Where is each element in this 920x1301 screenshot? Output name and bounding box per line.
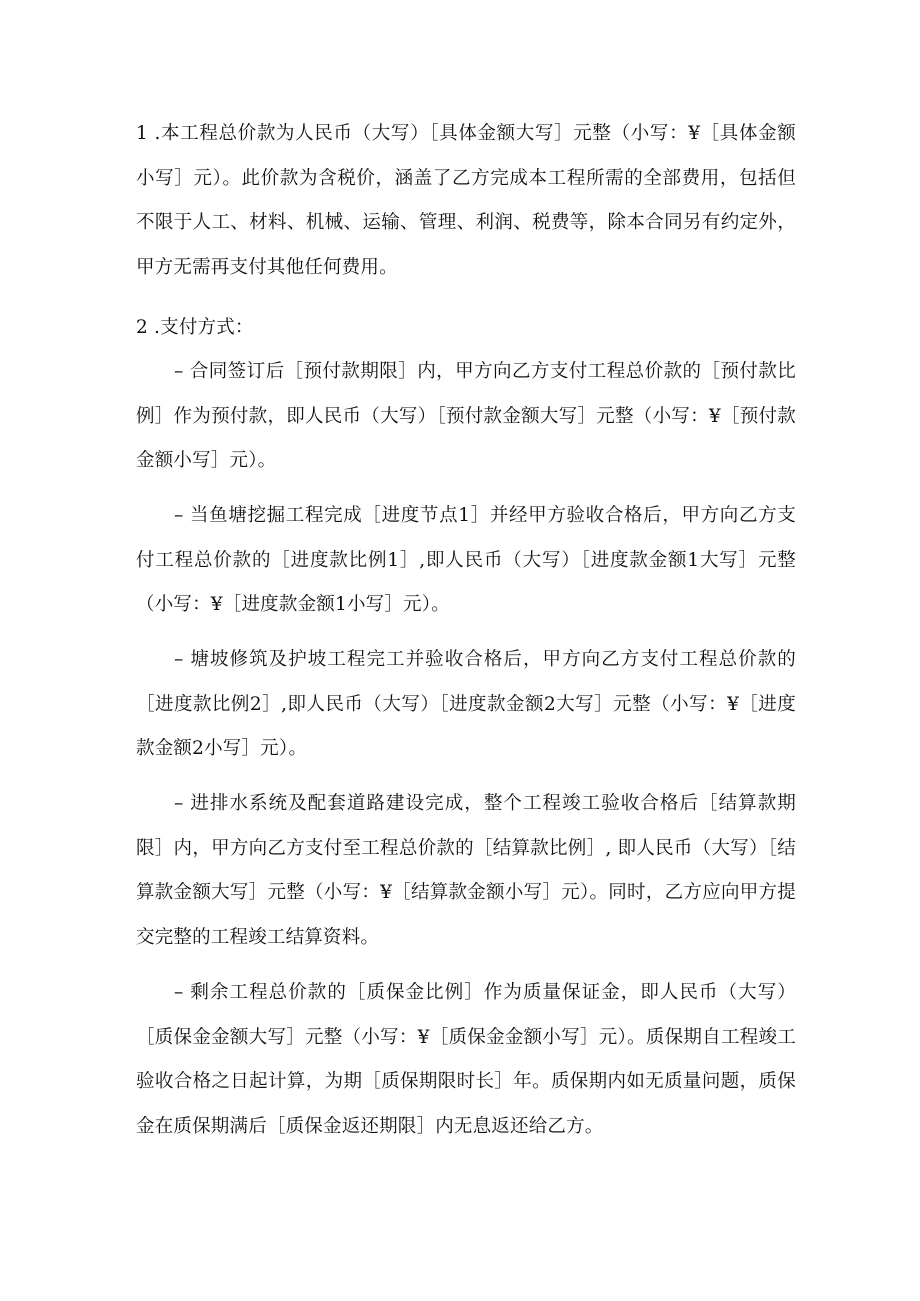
clause-1-total-price: 1 .本工程总价款为人民币（大写）［具体金额大写］元整（小写：¥［具体金额小写］元）。此价款为含税价，涵盖了乙方完成本工程所需的全部费用，包括但不限于人工、材料、机械、运输、管理、利润、税费等，除本合同另有约定外，甲方无需再支付其他任何费用。 xyxy=(136,123,796,278)
payment-item-advance: – 合同签订后［预付款期限］内，甲方向乙方支付工程总价款的［预付款比例］作为预付款，即人民币（大写）［预付款金额大写］元整（小写：¥［预付款金额小写］元）。 xyxy=(136,361,796,471)
payment-item-progress-1: – 当鱼塘挖掘工程完成［进度节点1］并经甲方验收合格后，甲方向乙方支付工程总价款的［进度款比例1］,即人民币（大写）［进度款金额1大写］元整（小写：¥［进度款金额1小写］元）。 xyxy=(136,505,796,615)
payment-item-retention: – 剩余工程总价款的［质保金比例］作为质量保证金，即人民币（大写）［质保金金额大写］元整（小写：¥［质保金金额小写］元）。质保期自工程竣工验收合格之日起计算，为期［质保期限时长］年。质保期内如无质量问题，质保金在质保期满后［质保金返还期限］内无息返还给乙方。 xyxy=(136,982,796,1137)
clause-2-payment-heading: 2 .支付方式： xyxy=(136,317,254,338)
payment-item-settlement: – 进排水系统及配套道路建设完成，整个工程竣工验收合格后［结算款期限］内，甲方向乙方支付至工程总价款的［结算款比例］, 即人民币（大写）［结算款金额大写］元整（小写：¥［结算款金额小写］元）。同时，乙方应向甲方提交完整的工程竣工结算资料。 xyxy=(136,793,796,948)
payment-item-progress-2: – 塘坡修筑及护坡工程完工并验收合格后，甲方向乙方支付工程总价款的［进度款比例2］,即人民币（大写）［进度款金额2大写］元整（小写：¥［进度款金额2小写］元）。 xyxy=(136,649,796,759)
